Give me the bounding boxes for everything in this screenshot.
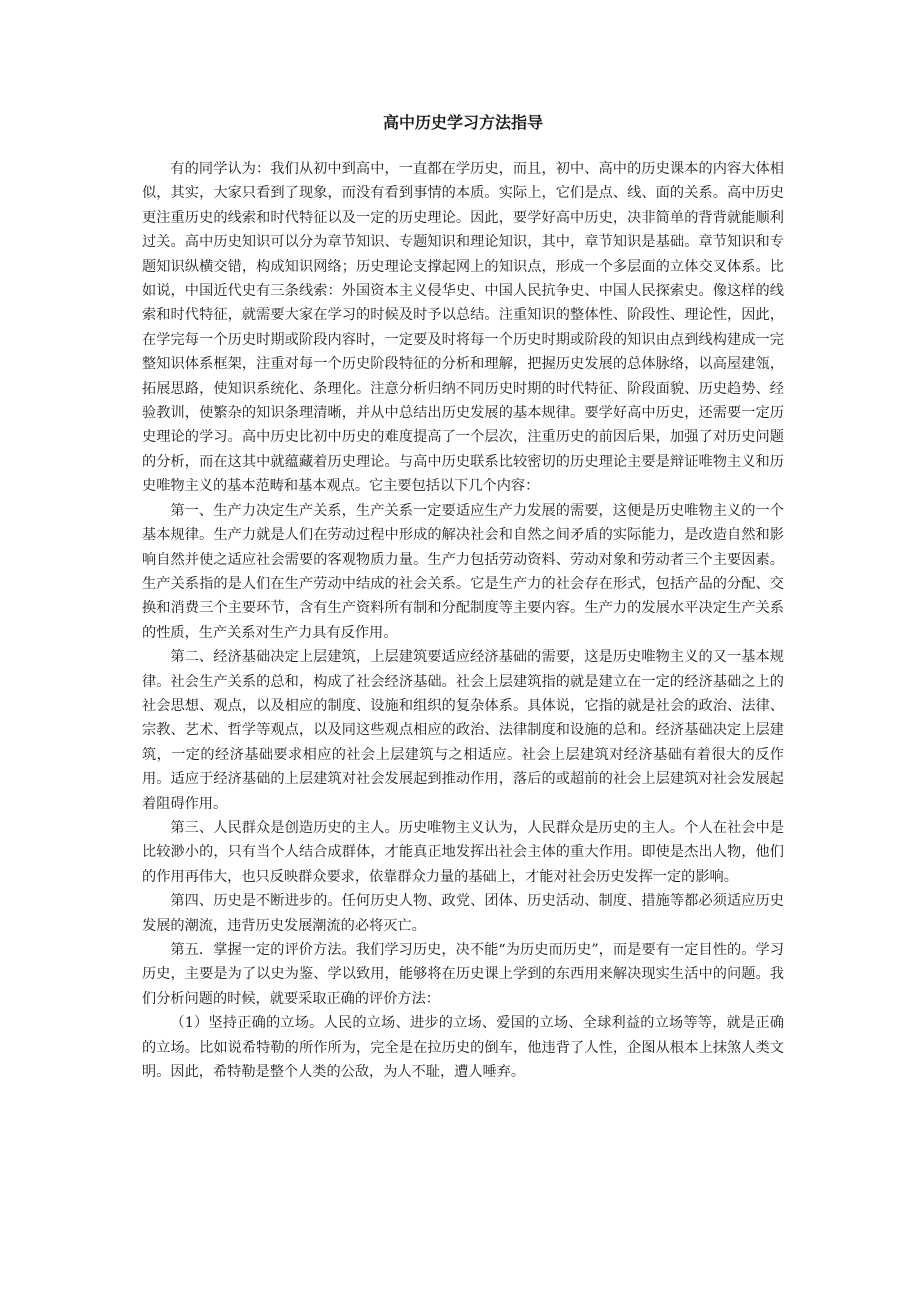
paragraph-intro: 有的同学认为：我们从初中到高中，一直都在学历史，而且，初中、高中的历史课本的内容大体相似，其实，大家只看到了现象，而没有看到事情的本质。实际上，它们是点、线、面的关系。高中历史更注重历史的线索和时代特征以及一定的历史理论。因此，要学好高中历史，决非简单的背背就能顺利过关。高中历史知识可以分为章节知识、专题知识和理论知识，其中，章节知识是基础。章节知识和专题知识纵横交错，构成知识网络；历史理论支撑起网上的知识点，形成一个多层面的立体交叉体系。比如说，中国近代史有三条线索：外国资本主义侵华史、中国人民抗争史、中国人民探索史。像这样的线索和时代特征，就需要大家在学习的时候及时予以总结。注重知识的整体性、阶段性、理论性，因此，在学完每一个历史时期或阶段内容时，一定要及时将每一个历史时期或阶段的知识由点到线构建成一完整知识体系框架，注重对每一个历史阶段特征的分析和理解，把握历史发展的总体脉络，以高屋建瓴，拓展思路，使知识系统化、条理化。注意分析归纳不同历史时期的时代特征、阶段面貌、历史趋势、经验教训，使繁杂的知识条理清晰，并从中总结出历史发展的基本规律。要学好高中历史，还需要一定历史理论的学习。高中历史比初中历史的难度提高了一个层次，注重历史的前因后果，加强了对历史问题的分析，而在这其中就蕴藏着历史理论。与高中历史联系比较密切的历史理论主要是辩证唯物主义和历史唯物主义的基本范畴和基本观点。它主要包括以下几个内容：	[142, 161, 784, 495]
paragraph-method-1: （1）坚持正确的立场。人民的立场、进步的立场、爱国的立场、全球利益的立场等等，就是正确的立场。比如说希特勒的所作所为，完全是在拉历史的倒车，他违背了人性，企图从根本上抹煞人类文明。因此，希特勒是整个人类的公敌，为人不耻，遭人唾弃。	[142, 1015, 784, 1081]
paragraph-point-5: 第五．掌握一定的评价方法。我们学习历史，决不能“为历史而历史”，而是要有一定目性的。学习历史，主要是为了以史为鉴、学以致用，能够将在历史课上学到的东西用来解决现实生活中的问题。我们分析问题的时候，就要采取正确的评价方法：	[142, 942, 784, 1007]
paragraph-point-2: 第二、经济基础决定上层建筑，上层建筑要适应经济基础的需要，这是历史唯物主义的又一基本规律。社会生产关系的总和，构成了社会经济基础。社会上层建筑指的就是建立在一定的经济基础之上的社会思想、观点，以及相应的制度、设施和组织的复杂体系。具体说，它指的就是社会的政治、法律、宗教、艺术、哲学等观点，以及同这些观点相应的政治、法律制度和设施的总和。经济基础决定上层建筑，一定的经济基础要求相应的社会上层建筑与之相适应。社会上层建筑对经济基础有着很大的反作用。适应于经济基础的上层建筑对社会发展起到推动作用，落后的或超前的社会上层建筑对社会发展起着阻碍作用。	[142, 649, 784, 812]
document-title: 高中历史学习方法指导	[382, 113, 543, 132]
paragraph-point-4: 第四、历史是不断进步的。任何历史人物、政党、团体、历史活动、制度、措施等都必须适应历史发展的潮流，违背历史发展潮流的必将灭亡。	[142, 893, 784, 934]
paragraph-point-3: 第三、人民群众是创造历史的主人。历史唯物主义认为，人民群众是历史的主人。个人在社会中是比较渺小的，只有当个人结合成群体，才能真正地发挥出社会主体的重大作用。即使是杰出人物，他们的作用再伟大，也只反映群众要求，依靠群众力量的基础上，才能对社会历史发挥一定的影响。	[142, 819, 784, 885]
paragraph-point-1: 第一、生产力决定生产关系，生产关系一定要适应生产力发展的需要，这便是历史唯物主义的一个基本规律。生产力就是人们在劳动过程中形成的解决社会和自然之间矛盾的实际能力，是改造自然和影响自然并使之适应社会需要的客观物质力量。生产力包括劳动资料、劳动对象和劳动者三个主要因素。生产关系指的是人们在生产劳动中结成的社会关系。它是生产力的社会存在形式，包括产品的分配、交换和消费三个主要环节，含有生产资料所有制和分配制度等主要内容。生产力的发展水平决定生产关系的性质，生产关系对生产力具有反作用。	[142, 502, 784, 641]
document-page	[142, 112, 784, 1084]
